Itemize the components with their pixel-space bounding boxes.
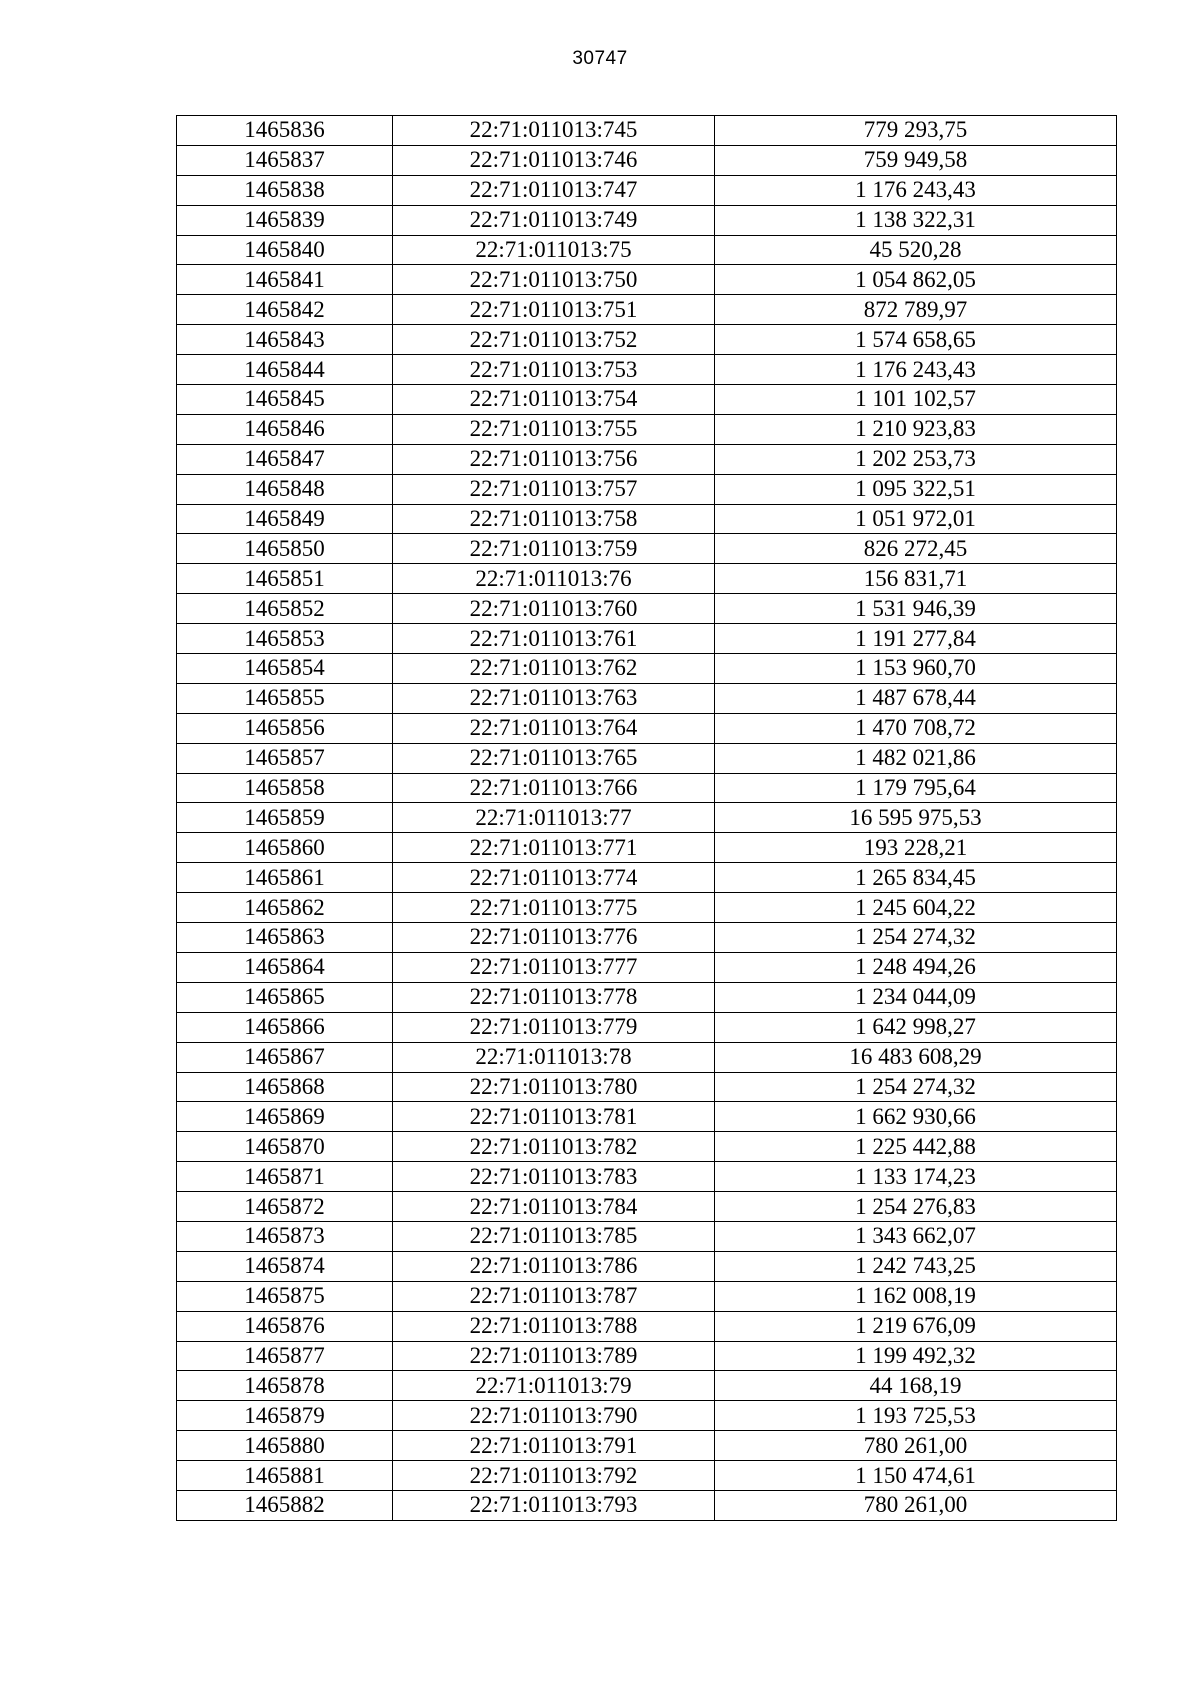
table-row	[177, 743, 1117, 773]
value-cell: 1 162 008,19	[715, 1281, 1117, 1311]
table-row	[177, 504, 1117, 534]
table-row	[177, 773, 1117, 803]
cadastral-number-cell: 22:71:011013:758	[393, 504, 715, 534]
cadastral-number-cell: 22:71:011013:759	[393, 534, 715, 564]
record-number-cell: 1465876	[177, 1311, 393, 1341]
record-number-cell: 1465840	[177, 235, 393, 265]
table-row	[177, 654, 1117, 684]
cadastral-number-cell: 22:71:011013:761	[393, 624, 715, 654]
table-row	[177, 1042, 1117, 1072]
value-cell: 1 150 474,61	[715, 1461, 1117, 1491]
cadastral-number-cell: 22:71:011013:75	[393, 235, 715, 265]
record-number-cell: 1465862	[177, 893, 393, 923]
table-row	[177, 474, 1117, 504]
value-cell: 780 261,00	[715, 1431, 1117, 1461]
record-number-cell: 1465874	[177, 1251, 393, 1281]
table-row	[177, 1341, 1117, 1371]
value-cell: 1 234 044,09	[715, 982, 1117, 1012]
table-row	[177, 564, 1117, 594]
record-number-cell: 1465853	[177, 624, 393, 654]
record-number-cell: 1465864	[177, 952, 393, 982]
table-row	[177, 982, 1117, 1012]
table-row	[177, 385, 1117, 415]
cadastral-number-cell: 22:71:011013:755	[393, 414, 715, 444]
record-number-cell: 1465844	[177, 355, 393, 385]
value-cell: 1 254 274,32	[715, 923, 1117, 953]
table-row	[177, 713, 1117, 743]
value-cell: 193 228,21	[715, 833, 1117, 863]
cadastral-number-cell: 22:71:011013:774	[393, 863, 715, 893]
value-cell: 1 487 678,44	[715, 683, 1117, 713]
record-number-cell: 1465848	[177, 474, 393, 504]
data-table	[176, 115, 1117, 1521]
cadastral-number-cell: 22:71:011013:753	[393, 355, 715, 385]
table-row	[177, 1401, 1117, 1431]
cadastral-number-cell: 22:71:011013:757	[393, 474, 715, 504]
table-row	[177, 1192, 1117, 1222]
record-number-cell: 1465846	[177, 414, 393, 444]
value-cell: 1 054 862,05	[715, 265, 1117, 295]
value-cell: 1 133 174,23	[715, 1162, 1117, 1192]
value-cell: 1 219 676,09	[715, 1311, 1117, 1341]
table-row	[177, 414, 1117, 444]
value-cell: 1 225 442,88	[715, 1132, 1117, 1162]
record-number-cell: 1465852	[177, 594, 393, 624]
value-cell: 1 153 960,70	[715, 654, 1117, 684]
cadastral-number-cell: 22:71:011013:749	[393, 205, 715, 235]
cadastral-number-cell: 22:71:011013:789	[393, 1341, 715, 1371]
record-number-cell: 1465873	[177, 1221, 393, 1251]
record-number-cell: 1465865	[177, 982, 393, 1012]
cadastral-number-cell: 22:71:011013:754	[393, 385, 715, 415]
table-row	[177, 1012, 1117, 1042]
record-number-cell: 1465882	[177, 1490, 393, 1520]
table-row	[177, 175, 1117, 205]
cadastral-number-cell: 22:71:011013:79	[393, 1371, 715, 1401]
value-cell: 1 265 834,45	[715, 863, 1117, 893]
cadastral-number-cell: 22:71:011013:745	[393, 116, 715, 146]
table-row	[177, 952, 1117, 982]
record-number-cell: 1465850	[177, 534, 393, 564]
record-number-cell: 1465868	[177, 1072, 393, 1102]
table-row	[177, 923, 1117, 953]
value-cell: 1 193 725,53	[715, 1401, 1117, 1431]
value-cell: 45 520,28	[715, 235, 1117, 265]
record-number-cell: 1465870	[177, 1132, 393, 1162]
record-number-cell: 1465871	[177, 1162, 393, 1192]
cadastral-number-cell: 22:71:011013:760	[393, 594, 715, 624]
record-number-cell: 1465879	[177, 1401, 393, 1431]
table-row	[177, 534, 1117, 564]
cadastral-number-cell: 22:71:011013:765	[393, 743, 715, 773]
value-cell: 872 789,97	[715, 295, 1117, 325]
record-number-cell: 1465858	[177, 773, 393, 803]
cadastral-number-cell: 22:71:011013:787	[393, 1281, 715, 1311]
value-cell: 1 254 276,83	[715, 1192, 1117, 1222]
table-row	[177, 594, 1117, 624]
table-row	[177, 444, 1117, 474]
record-number-cell: 1465842	[177, 295, 393, 325]
table-row	[177, 265, 1117, 295]
table-row	[177, 235, 1117, 265]
record-number-cell: 1465878	[177, 1371, 393, 1401]
table-row	[177, 624, 1117, 654]
value-cell: 1 662 930,66	[715, 1102, 1117, 1132]
table-row	[177, 116, 1117, 146]
cadastral-number-cell: 22:71:011013:780	[393, 1072, 715, 1102]
cadastral-number-cell: 22:71:011013:752	[393, 325, 715, 355]
cadastral-number-cell: 22:71:011013:764	[393, 713, 715, 743]
cadastral-number-cell: 22:71:011013:793	[393, 1490, 715, 1520]
cadastral-number-cell: 22:71:011013:778	[393, 982, 715, 1012]
record-number-cell: 1465849	[177, 504, 393, 534]
value-cell: 1 254 274,32	[715, 1072, 1117, 1102]
table-row	[177, 1072, 1117, 1102]
value-cell: 780 261,00	[715, 1490, 1117, 1520]
cadastral-number-cell: 22:71:011013:766	[393, 773, 715, 803]
record-number-cell: 1465845	[177, 385, 393, 415]
table-row	[177, 863, 1117, 893]
table-row	[177, 833, 1117, 863]
cadastral-number-cell: 22:71:011013:751	[393, 295, 715, 325]
cadastral-number-cell: 22:71:011013:77	[393, 803, 715, 833]
value-cell: 1 176 243,43	[715, 355, 1117, 385]
table-row	[177, 1221, 1117, 1251]
cadastral-number-cell: 22:71:011013:762	[393, 654, 715, 684]
value-cell: 1 101 102,57	[715, 385, 1117, 415]
cadastral-number-cell: 22:71:011013:788	[393, 1311, 715, 1341]
value-cell: 1 199 492,32	[715, 1341, 1117, 1371]
value-cell: 1 179 795,64	[715, 773, 1117, 803]
value-cell: 44 168,19	[715, 1371, 1117, 1401]
table-row	[177, 295, 1117, 325]
record-number-cell: 1465843	[177, 325, 393, 355]
value-cell: 1 642 998,27	[715, 1012, 1117, 1042]
value-cell: 1 245 604,22	[715, 893, 1117, 923]
record-number-cell: 1465869	[177, 1102, 393, 1132]
table-row	[177, 1102, 1117, 1132]
value-cell: 16 483 608,29	[715, 1042, 1117, 1072]
value-cell: 16 595 975,53	[715, 803, 1117, 833]
table-row	[177, 325, 1117, 355]
cadastral-number-cell: 22:71:011013:750	[393, 265, 715, 295]
record-number-cell: 1465838	[177, 175, 393, 205]
cadastral-number-cell: 22:71:011013:792	[393, 1461, 715, 1491]
record-number-cell: 1465877	[177, 1341, 393, 1371]
cadastral-number-cell: 22:71:011013:756	[393, 444, 715, 474]
record-number-cell: 1465861	[177, 863, 393, 893]
cadastral-number-cell: 22:71:011013:78	[393, 1042, 715, 1072]
cadastral-number-cell: 22:71:011013:747	[393, 175, 715, 205]
record-number-cell: 1465872	[177, 1192, 393, 1222]
cadastral-number-cell: 22:71:011013:777	[393, 952, 715, 982]
record-number-cell: 1465881	[177, 1461, 393, 1491]
record-number-cell: 1465867	[177, 1042, 393, 1072]
record-number-cell: 1465836	[177, 116, 393, 146]
table-row	[177, 205, 1117, 235]
cadastral-number-cell: 22:71:011013:783	[393, 1162, 715, 1192]
table-row	[177, 1281, 1117, 1311]
table-row	[177, 683, 1117, 713]
value-cell: 1 176 243,43	[715, 175, 1117, 205]
cadastral-number-cell: 22:71:011013:781	[393, 1102, 715, 1132]
cadastral-number-cell: 22:71:011013:771	[393, 833, 715, 863]
record-number-cell: 1465866	[177, 1012, 393, 1042]
record-number-cell: 1465837	[177, 145, 393, 175]
table-row	[177, 145, 1117, 175]
record-number-cell: 1465856	[177, 713, 393, 743]
table-row	[177, 1490, 1117, 1520]
value-cell: 1 343 662,07	[715, 1221, 1117, 1251]
table-row	[177, 355, 1117, 385]
value-cell: 779 293,75	[715, 116, 1117, 146]
value-cell: 826 272,45	[715, 534, 1117, 564]
value-cell: 1 248 494,26	[715, 952, 1117, 982]
table-row	[177, 1461, 1117, 1491]
table-row	[177, 1371, 1117, 1401]
table-row	[177, 1311, 1117, 1341]
cadastral-number-cell: 22:71:011013:779	[393, 1012, 715, 1042]
value-cell: 1 095 322,51	[715, 474, 1117, 504]
record-number-cell: 1465857	[177, 743, 393, 773]
value-cell: 1 574 658,65	[715, 325, 1117, 355]
cadastral-number-cell: 22:71:011013:76	[393, 564, 715, 594]
record-number-cell: 1465855	[177, 683, 393, 713]
record-number-cell: 1465854	[177, 654, 393, 684]
table-row	[177, 1162, 1117, 1192]
table-row	[177, 1251, 1117, 1281]
value-cell: 1 242 743,25	[715, 1251, 1117, 1281]
cadastral-number-cell: 22:71:011013:782	[393, 1132, 715, 1162]
record-number-cell: 1465851	[177, 564, 393, 594]
value-cell: 1 202 253,73	[715, 444, 1117, 474]
cadastral-number-cell: 22:71:011013:776	[393, 923, 715, 953]
record-number-cell: 1465847	[177, 444, 393, 474]
page-number: 30747	[572, 48, 628, 69]
cadastral-number-cell: 22:71:011013:791	[393, 1431, 715, 1461]
record-number-cell: 1465860	[177, 833, 393, 863]
value-cell: 1 470 708,72	[715, 713, 1117, 743]
record-number-cell: 1465863	[177, 923, 393, 953]
cadastral-number-cell: 22:71:011013:784	[393, 1192, 715, 1222]
table-row	[177, 893, 1117, 923]
value-cell: 156 831,71	[715, 564, 1117, 594]
cadastral-number-cell: 22:71:011013:786	[393, 1251, 715, 1281]
cadastral-number-cell: 22:71:011013:775	[393, 893, 715, 923]
value-cell: 1 482 021,86	[715, 743, 1117, 773]
table-row	[177, 1132, 1117, 1162]
record-number-cell: 1465841	[177, 265, 393, 295]
record-number-cell: 1465859	[177, 803, 393, 833]
cadastral-number-cell: 22:71:011013:763	[393, 683, 715, 713]
cadastral-number-cell: 22:71:011013:785	[393, 1221, 715, 1251]
table-row	[177, 1431, 1117, 1461]
value-cell: 1 531 946,39	[715, 594, 1117, 624]
table-body	[177, 116, 1117, 1521]
cadastral-number-cell: 22:71:011013:746	[393, 145, 715, 175]
value-cell: 1 191 277,84	[715, 624, 1117, 654]
cadastral-number-cell: 22:71:011013:790	[393, 1401, 715, 1431]
record-number-cell: 1465880	[177, 1431, 393, 1461]
value-cell: 1 210 923,83	[715, 414, 1117, 444]
value-cell: 1 051 972,01	[715, 504, 1117, 534]
value-cell: 759 949,58	[715, 145, 1117, 175]
value-cell: 1 138 322,31	[715, 205, 1117, 235]
table-row	[177, 803, 1117, 833]
record-number-cell: 1465875	[177, 1281, 393, 1311]
record-number-cell: 1465839	[177, 205, 393, 235]
